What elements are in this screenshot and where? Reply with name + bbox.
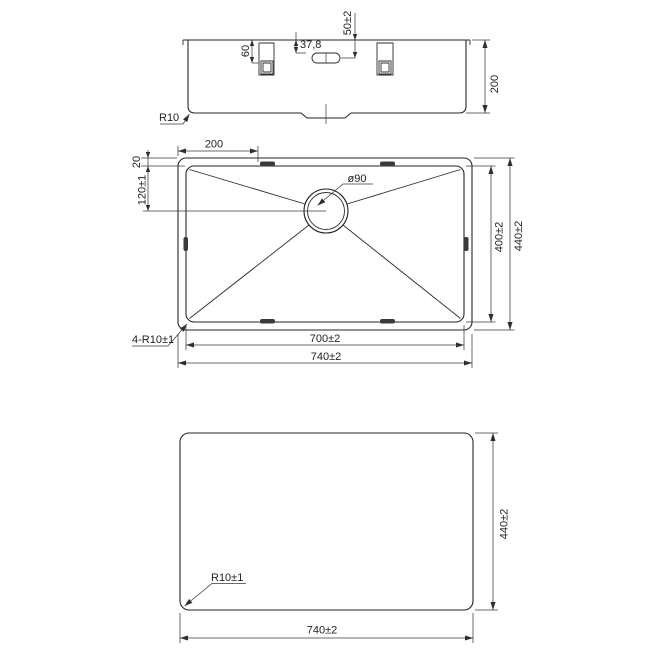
side-elevation-view [159, 11, 501, 124]
dim-label-400: 400±2 [493, 221, 506, 253]
dimension-rim-and-drain-offset [131, 150, 185, 211]
dimension-overflow-top [294, 32, 322, 53]
label-corner-radius-bottom [185, 572, 247, 606]
clip-top-left [260, 162, 275, 167]
dim-label-200-height: 200 [489, 74, 501, 94]
outer-rim-outline [178, 158, 472, 330]
dim-label-440-bottom: 440±2 [498, 508, 511, 540]
dim-label-50: 50±2 [342, 10, 354, 36]
mounting-clip-right [377, 43, 393, 75]
dim-label-dia90: ø90 [347, 173, 367, 185]
dimension-inner-length [186, 325, 464, 350]
dim-label-60: 60 [240, 44, 252, 58]
mounting-clip-left [259, 43, 274, 75]
bowl-slope-lines [190, 170, 461, 319]
clip-bottom-right [380, 319, 395, 324]
label-bowl-corners [132, 324, 187, 346]
dimension-sink-height [466, 40, 501, 113]
clip-right-side [464, 237, 469, 251]
dim-label-37-8: 37,8 [300, 39, 322, 51]
radius-label-r10: R10 [159, 112, 180, 124]
dim-label-4r10: 4-R10±1 [132, 334, 175, 346]
label-corner-radius-side [159, 112, 190, 124]
dim-label-740-bottom: 740±2 [306, 624, 338, 637]
overflow-slot [312, 53, 340, 63]
dimension-bottom-length [180, 613, 473, 643]
dim-label-740-plan: 740±2 [310, 351, 342, 363]
plan-mounting-clips [184, 162, 469, 324]
dim-label-20: 20 [131, 155, 143, 169]
plan-view [131, 139, 525, 369]
bottom-view [180, 433, 511, 643]
dimension-bottom-width [475, 433, 511, 610]
clip-left-side [184, 237, 189, 251]
dimension-clip-height [240, 40, 259, 63]
dimension-overflow-center [341, 11, 357, 58]
dim-label-200-plan: 200 [204, 138, 224, 151]
clip-bottom-left [260, 319, 275, 324]
sink-body-outline [188, 40, 466, 118]
dim-label-700: 700±2 [309, 333, 341, 345]
dim-label-r10-1: R10±1 [211, 572, 244, 584]
dim-label-440-plan: 440±2 [513, 220, 525, 252]
clip-top-right [380, 162, 395, 167]
dim-label-120: 120±1 [136, 174, 149, 206]
